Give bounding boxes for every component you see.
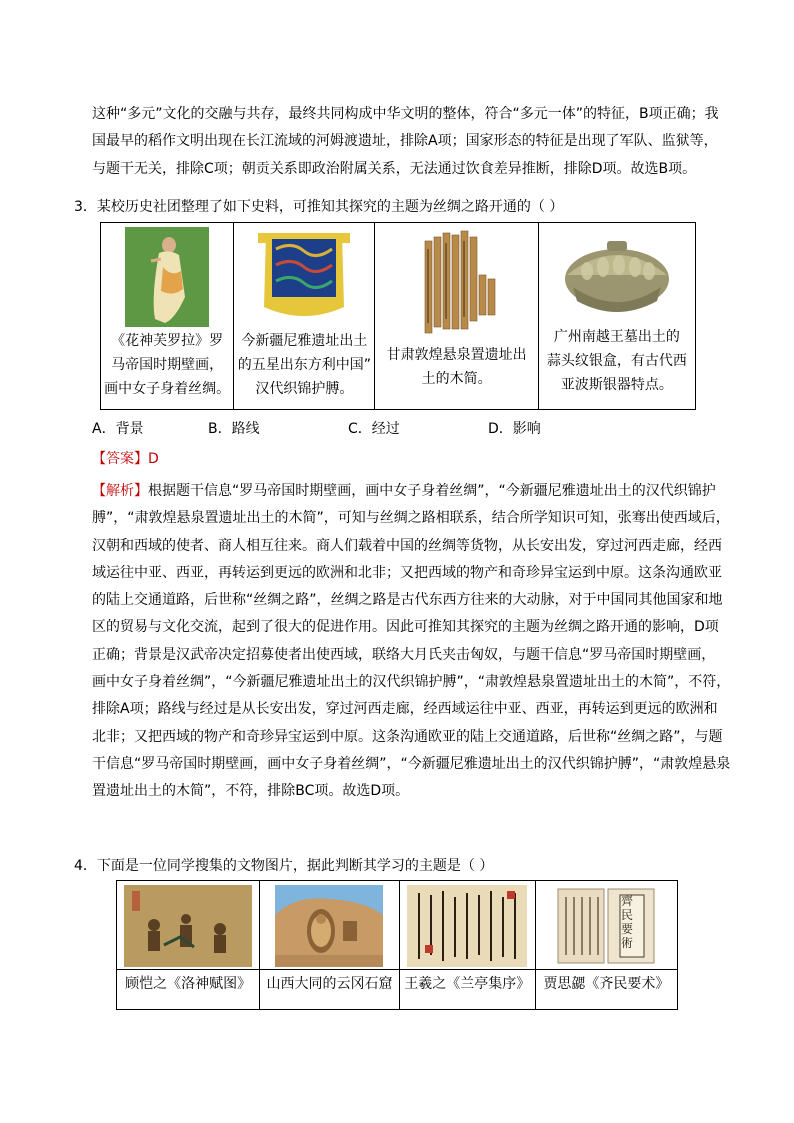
analysis-line: 区的贸易与文化交流，起到了很大的促进作用。因此可推知其探究的主题为丝绸之路开通的影响，D项 [92, 619, 719, 636]
analysis-line: 置遗址出土的木简”，不符，排除BC项。故选D项。 [92, 783, 410, 800]
brocade-image [252, 227, 356, 327]
artifact-caption: 王羲之《兰亭集序》 [400, 969, 535, 998]
source-cell-fresco [101, 223, 234, 410]
intro-line: 与题干无关，排除C项；朝贡关系即政治附属关系，无法通过饮食差异推断，排除D项。故选B项。 [92, 160, 697, 177]
option-c: C．经过 [348, 421, 400, 437]
source-cell-silverbox [538, 223, 695, 410]
analysis-line: 汉朝和西域的使者、商人相互往来。商人们载着中国的丝绸等货物，从长安出发，穿过河西走廊，经西 [92, 537, 722, 554]
analysis-line: 的陆上交通道路，后世称“丝绸之路”，丝绸之路是古代东西方往来的大动脉，对于中国同其他国家和地 [92, 592, 723, 609]
artifact-caption: 山西大同的云冈石窟 [260, 969, 398, 998]
option-b: B．路线 [208, 421, 260, 437]
source-caption: 甘肃敦煌悬泉置遗址出 土的木简。 [386, 347, 527, 387]
option-a: A．背景 [92, 421, 144, 437]
artifact-cell-painting [117, 881, 260, 1010]
analysis-label: 【解析】 [92, 483, 148, 499]
book-title-text: 齊民要術 [620, 894, 633, 950]
intro-line: 这种“多元”文化的交融与共存，最终共同构成中华文明的整体，符合“多元一体”的特征，B项正确；我 [92, 106, 719, 122]
analysis-line: 域运往中亚、西亚，再转运到更远的欧洲和北非；又把西域的物产和奇珍异宝运到中原。这条沟通欧亚 [92, 564, 722, 581]
artifact-caption: 顾恺之《洛神赋图》 [117, 969, 259, 998]
analysis-line: 根据题干信息“罗马帝国时期壁画，画中女子身着丝绸”，“今新疆尼雅遗址出土的汉代织锦护 [148, 483, 716, 499]
artifact-cell-grotto [260, 881, 399, 1010]
analysis-line: 正确；背景是汉武帝决定招募使者出使西域，联络大月氏夹击匈奴，与题干信息“罗马帝国时期壁画， [92, 646, 716, 663]
fresco-image [125, 227, 209, 327]
lanting-calligraphy-image [407, 885, 527, 967]
source-caption: 今新疆尼雅遗址出土 的五星出东方利中国” 汉代织锦护膊。 [237, 333, 371, 397]
yungang-grotto-image [275, 885, 383, 967]
qimin-yaoshu-book-image [554, 885, 658, 967]
question-3-stem: 3．某校历史社团整理了如下史料，可推知其探究的主题为丝绸之路开通的（ ） [74, 199, 564, 215]
analysis-line: 北非；又把西域的物产和奇珍异宝运到中原。这条沟通欧亚的陆上交通道路，后世称“丝绸之路”，与题 [92, 728, 723, 745]
option-d: D．影响 [488, 421, 541, 437]
analysis-line: 画中女子身着丝绸”，“今新疆尼雅遗址出土的汉代织锦护膊”，“肃敦煌悬泉置遗址出土的木简”，不符， [92, 674, 731, 691]
analysis-paragraph [92, 478, 732, 806]
source-caption: 《花神芙罗拉》罗 马帝国时期壁画， 画中女子身着丝绸。 [104, 333, 231, 397]
source-caption: 广州南越王墓出土的 蒜头纹银盒，有古代西 亚波斯银器特点。 [546, 329, 687, 393]
artifact-cell-book [535, 881, 677, 1010]
intro-paragraph [92, 101, 732, 183]
answer-label: 【答案】D [92, 451, 159, 467]
bamboo-slips-image [411, 227, 503, 337]
analysis-line: 膊”，“肃敦煌悬泉置遗址出土的木简”，可知与丝绸之路相联系，结合所学知识可知，张骞出使西域后， [92, 510, 730, 527]
silver-box-image [557, 227, 677, 323]
luoshen-painting-image [124, 885, 252, 967]
analysis-line: 干信息“罗马帝国时期壁画，画中女子身着丝绸”，“今新疆尼雅遗址出土的汉代织锦护膊”，“肃敦煌悬泉 [92, 755, 731, 772]
source-cell-slips [375, 223, 538, 410]
analysis-line: 排除A项；路线与经过是从长安出发，穿过河西走廊，经西域运往中亚、西亚，再转运到更远的欧洲和 [92, 701, 718, 718]
artifact-cell-calligraphy [399, 881, 535, 1010]
source-cell-brocade [234, 223, 375, 410]
artifact-caption: 贾思勰《齐民要术》 [536, 969, 677, 998]
question-3-source-table [100, 222, 696, 410]
question-4-stem: 4．下面是一位同学搜集的文物图片，据此判断其学习的主题是（ ） [74, 858, 494, 874]
question-4-artifact-table [116, 880, 678, 1010]
intro-line: 国最早的稻作文明出现在长江流域的河姆渡遗址，排除A项；国家形态的特征是出现了军队、监狱等， [92, 133, 718, 150]
